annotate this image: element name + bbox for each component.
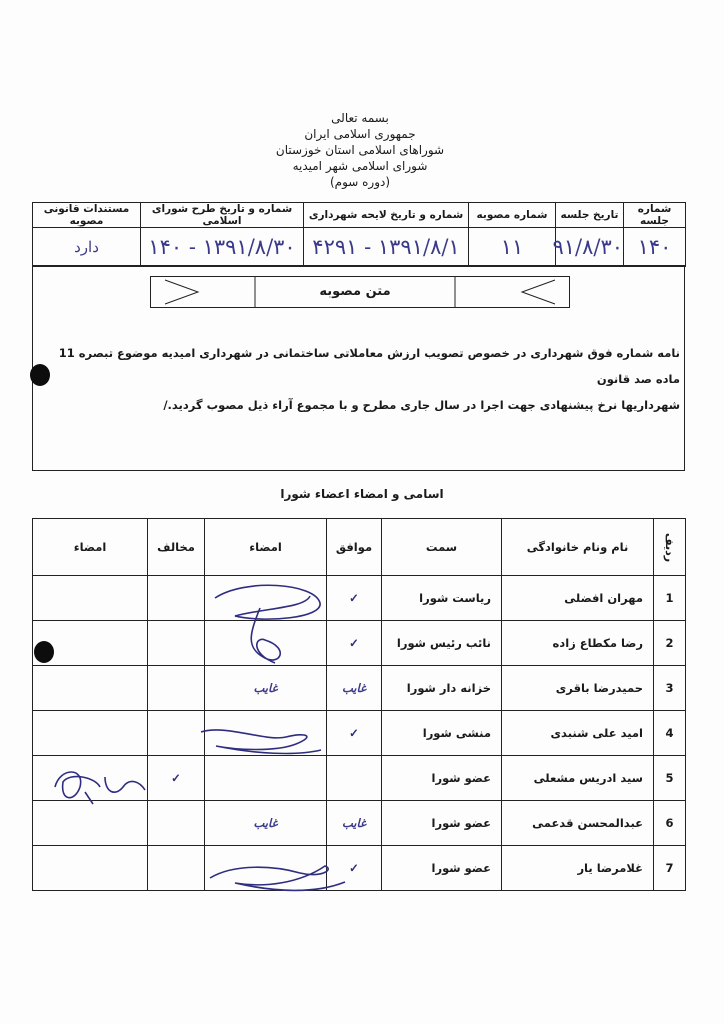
table-row: [33, 711, 686, 756]
agree-cell: [327, 756, 382, 801]
header-disagree: مخالف: [148, 519, 205, 576]
member-role: عضو شورا: [382, 846, 502, 891]
signature-scribble-7: [205, 858, 350, 898]
signature-scribble-4: [196, 722, 326, 762]
agree-mark: ✓: [327, 711, 382, 756]
member-role: خزانه دار شورا: [382, 666, 502, 711]
member-name: غلامرضا یار: [502, 846, 654, 891]
signature-scribble-1: [205, 578, 335, 673]
member-name: سید ادریس مشعلی: [502, 756, 654, 801]
members-title: اسامی و امضاء اعضاء شورا: [280, 487, 444, 501]
session-date: ۹۱/۸/۳۰: [556, 228, 624, 267]
header-province-councils: شوراهای اسلامی استان خوزستان: [275, 143, 445, 157]
header-agree: موافق: [327, 519, 382, 576]
header-full-name: نام ونام خانوادگی: [502, 519, 654, 576]
agree-absent-note: غایب: [327, 666, 382, 711]
disagree-signature-cell: [33, 846, 148, 891]
members-header-row: [33, 519, 686, 576]
agree-mark: ✓: [327, 621, 382, 666]
row-number: 1: [654, 576, 686, 621]
disagree-mark: ✓: [148, 756, 205, 801]
signature-scribble-5: [45, 762, 155, 812]
punch-hole-top: [30, 364, 50, 386]
member-role: نائب رئیس شورا: [382, 621, 502, 666]
header-republic: جمهوری اسلامی ایران: [304, 127, 416, 141]
header-resolution-number: شماره مصوبه: [469, 203, 556, 228]
agree-mark: ✓: [327, 576, 382, 621]
disagree-signature-cell: [33, 711, 148, 756]
agree-signature-cell: [205, 756, 327, 801]
resolution-line-2: شهرداریها نرخ پیشنهادی جهت اجرا در سال جاری مطرح و با مجموع آراء ذیل مصوب گردید./: [163, 398, 680, 412]
member-name: مهران افضلی: [502, 576, 654, 621]
table-row: [33, 621, 686, 666]
disagree-signature-cell: [33, 576, 148, 621]
member-role: عضو شورا: [382, 801, 502, 846]
row-number: 2: [654, 621, 686, 666]
info-table: [32, 202, 686, 267]
disagree-cell: [148, 666, 205, 711]
plan-number-date: ۱۳۹۱/۸/۳۰ - ۱۴۰: [141, 228, 304, 267]
bill-number-date: ۱۳۹۱/۸/۱ - ۴۲۹۱: [304, 228, 469, 267]
header-position: سمت: [382, 519, 502, 576]
disagree-cell: [148, 576, 205, 621]
signature-absent-note: غایب: [205, 666, 327, 711]
disagree-cell: [148, 846, 205, 891]
header-session-number: شماره جلسه: [624, 203, 686, 228]
punch-hole-bottom: [34, 641, 54, 663]
header-disagree-signature: امضاء: [33, 519, 148, 576]
row-number: 7: [654, 846, 686, 891]
table-row: [33, 576, 686, 621]
header-basmala: بسمه تعالی: [331, 111, 389, 125]
row-number: 5: [654, 756, 686, 801]
member-name: حمیدرضا باقری: [502, 666, 654, 711]
member-role: عضو شورا: [382, 756, 502, 801]
resolution-text: [40, 340, 680, 418]
header-city-council: شورای اسلامی شهر امیدیه: [292, 159, 428, 173]
resolution-line-1: نامه شماره فوق شهرداری در خصوص تصویب ارزش معاملاتی ساختمانی در شهرداری امیدیه موضوع تبصره 11 ماده صد قانون: [58, 346, 680, 386]
disagree-signature-cell: [33, 666, 148, 711]
disagree-cell: [148, 621, 205, 666]
agree-absent-note: غایب: [327, 801, 382, 846]
member-role: ریاست شورا: [382, 576, 502, 621]
header-agree-signature: امضاء: [205, 519, 327, 576]
table-row: [33, 666, 686, 711]
resolution-title: متن مصوبه: [319, 284, 391, 299]
session-number: ۱۴۰: [624, 228, 686, 267]
row-number: 3: [654, 666, 686, 711]
signature-absent-note: غایب: [205, 801, 327, 846]
header-row-number: ردیف: [654, 519, 686, 576]
row-number: 6: [654, 801, 686, 846]
disagree-cell: [148, 801, 205, 846]
member-name: امید علی شنبدی: [502, 711, 654, 756]
member-name: عبدالمحسن قدعمی: [502, 801, 654, 846]
info-value-row: [33, 228, 686, 267]
header-session-date: تاریخ جلسه: [556, 203, 624, 228]
resolution-number: ۱۱: [469, 228, 556, 267]
header-bill-number-date: شماره و تاریخ لایحه شهرداری: [304, 203, 469, 228]
member-role: منشی شورا: [382, 711, 502, 756]
header-legal-documents: مستندات قانونی مصوبه: [33, 203, 141, 228]
legal-documents: دارد: [33, 228, 141, 267]
header-plan-number-date: شماره و تاریخ طرح شورای اسلامی: [141, 203, 304, 228]
header-term: (دوره سوم): [329, 175, 391, 189]
table-row: [33, 846, 686, 891]
members-table: [32, 518, 686, 891]
info-header-row: [33, 203, 686, 228]
member-name: رضا مکطاع زاده: [502, 621, 654, 666]
agree-mark: ✓: [327, 846, 382, 891]
row-number: 4: [654, 711, 686, 756]
